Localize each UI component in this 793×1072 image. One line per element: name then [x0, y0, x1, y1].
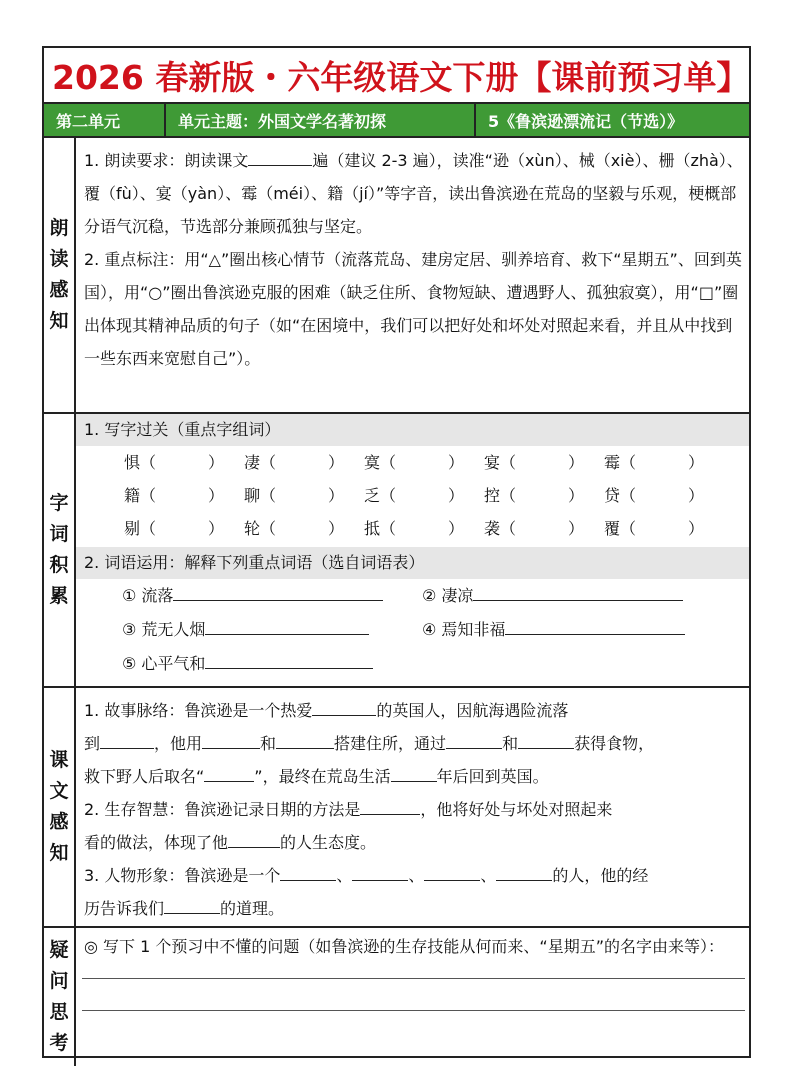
- text: 的道理。: [220, 899, 285, 918]
- char-cell[interactable]: [484, 479, 604, 512]
- label-char: 文: [49, 780, 69, 802]
- char-label: 抵（: [364, 519, 397, 538]
- text-item-3: [84, 859, 743, 925]
- close-paren: ）: [328, 519, 345, 538]
- reading-item-1-text: 1. 朗读要求：朗读课文: [84, 151, 249, 170]
- char-cell[interactable]: [484, 512, 604, 545]
- answer-blank[interactable]: [202, 730, 260, 749]
- answer-blank[interactable]: [280, 862, 336, 881]
- close-paren: ）: [688, 519, 705, 538]
- char-label: 寞（: [364, 453, 397, 472]
- vocab-word: ⑤ 心平气和: [122, 654, 206, 673]
- char-grid: [84, 446, 743, 545]
- page-title: 2026 春新版・六年级语文下册【课前预习单】: [44, 48, 749, 104]
- vocab-item: [122, 647, 422, 681]
- vocab-row: [84, 647, 743, 681]
- char-label: 宴（: [484, 453, 517, 472]
- text: ”，最终在荒岛生活: [254, 767, 391, 786]
- answer-blank[interactable]: [248, 147, 312, 166]
- lesson-title: 5《鲁滨逊漂流记（节选）》: [488, 111, 684, 131]
- answer-blank[interactable]: [360, 796, 420, 815]
- char-cell[interactable]: [124, 512, 244, 545]
- text: 1. 故事脉络：鲁滨逊是一个热爱: [84, 701, 313, 720]
- label-char: 知: [49, 310, 69, 332]
- close-paren: ）: [328, 453, 345, 472]
- section-words: [44, 414, 749, 688]
- char-cell[interactable]: [364, 446, 484, 479]
- char-label: 凄（: [244, 453, 277, 472]
- text: 、: [480, 866, 497, 885]
- section-text: [44, 688, 749, 928]
- char-label: 剔（: [124, 519, 157, 538]
- text: 搭建住所，通过: [334, 734, 447, 753]
- vocab-item: [122, 613, 422, 647]
- label-char: 朗: [49, 217, 69, 239]
- section-reading: [44, 138, 749, 414]
- char-cell[interactable]: [604, 446, 724, 479]
- char-label: 袭（: [484, 519, 517, 538]
- answer-blank[interactable]: [312, 697, 376, 716]
- question-body: [76, 928, 749, 1066]
- section-label-reading: [44, 138, 76, 412]
- answer-blank[interactable]: [173, 582, 383, 601]
- char-label: 籍（: [124, 486, 157, 505]
- label-char: 累: [49, 585, 69, 607]
- close-paren: ）: [568, 519, 585, 538]
- label-char: 读: [49, 248, 69, 270]
- label-char: 感: [49, 811, 69, 833]
- text-item-1: [84, 694, 743, 793]
- text: 的英国人，因航海遇险流落: [376, 701, 569, 720]
- section-label-words: [44, 414, 76, 686]
- char-label: 贷（: [604, 486, 637, 505]
- char-row: [84, 479, 743, 512]
- section-label-question: [44, 928, 76, 1066]
- words-subheading-1: 1. 写字过关（重点字组词）: [76, 414, 749, 446]
- header-bar: [44, 104, 749, 138]
- answer-blank[interactable]: [424, 862, 480, 881]
- answer-blank[interactable]: [100, 730, 154, 749]
- char-label: 惧（: [124, 453, 157, 472]
- section-label-text: [44, 688, 76, 926]
- label-char: 课: [49, 749, 69, 771]
- close-paren: ）: [688, 453, 705, 472]
- answer-blank[interactable]: [473, 582, 683, 601]
- answer-blank[interactable]: [204, 763, 254, 782]
- char-cell[interactable]: [124, 479, 244, 512]
- section-question: [44, 928, 749, 1066]
- char-label: 覆（: [604, 519, 637, 538]
- label-char: 思: [49, 1001, 69, 1023]
- text: 的人生态度。: [280, 833, 377, 852]
- words-subheading-2: 2. 词语运用：解释下列重点词语（选自词语表）: [76, 547, 749, 579]
- label-char: 问: [49, 970, 69, 992]
- question-prompt: ◎ 写下 1 个预习中不懂的问题（如鲁滨逊的生存技能从何而来、“星期五”的名字由来等）：: [84, 937, 724, 956]
- label-char: 积: [49, 554, 69, 576]
- words-body: [76, 414, 749, 686]
- text: 的人，他的经: [552, 866, 649, 885]
- text: ，他将好处与坏处对照起来: [420, 800, 613, 819]
- vocab-row: [84, 579, 743, 613]
- label-char: 感: [49, 279, 69, 301]
- char-label: 乏（: [364, 486, 397, 505]
- vocab-word: ① 流落: [122, 586, 174, 605]
- vocab-word: ③ 荒无人烟: [122, 620, 206, 639]
- text-body: [76, 688, 749, 926]
- reading-body: [76, 138, 749, 412]
- unit-label: 第二单元: [44, 104, 166, 136]
- close-paren: ）: [568, 453, 585, 472]
- answer-blank[interactable]: [518, 730, 574, 749]
- char-cell[interactable]: [244, 512, 364, 545]
- text: 历告诉我们: [84, 899, 165, 918]
- worksheet: [42, 46, 751, 1058]
- text-item-2: [84, 793, 743, 859]
- char-cell[interactable]: [364, 479, 484, 512]
- reading-item-2: 2. 重点标注：用“△”圈出核心情节（流落荒岛、建房定居、驯养培育、救下“星期五”、回到英国），用“○”圈出鲁滨逊克服的困难（缺乏住所、食物短缺、遭遇野人、孤独寂寞），用“□”圈出体现其精神品质的句子（如“在困境中，我们可以把好处和坏处对照起来看，并且从中找到一些东西来宽慰自己”）。: [84, 250, 742, 368]
- char-label: 聊（: [244, 486, 277, 505]
- label-char: 知: [49, 842, 69, 864]
- answer-blank[interactable]: [505, 616, 685, 635]
- text: 、: [336, 866, 353, 885]
- vocab-item: [422, 579, 722, 613]
- text: 3. 人物形象：鲁滨逊是一个: [84, 866, 281, 885]
- label-char: 字: [49, 492, 69, 514]
- close-paren: ）: [208, 486, 225, 505]
- label-char: 疑: [49, 939, 69, 961]
- char-label: 控（: [484, 486, 517, 505]
- answer-blank[interactable]: [205, 650, 373, 669]
- close-paren: ）: [568, 486, 585, 505]
- answer-blank[interactable]: [496, 862, 552, 881]
- text: 获得食物，: [574, 734, 655, 753]
- text: 救下野人后取名“: [84, 767, 205, 786]
- char-cell[interactable]: [244, 479, 364, 512]
- unit-theme: 单元主题：外国文学名著初探: [166, 104, 476, 136]
- vocab-item: [122, 579, 422, 613]
- char-cell[interactable]: [604, 512, 724, 545]
- label-char: 考: [49, 1032, 69, 1054]
- answer-blank[interactable]: [276, 730, 334, 749]
- char-cell[interactable]: [364, 512, 484, 545]
- answer-blank[interactable]: [164, 895, 220, 914]
- text: 2. 生存智慧：鲁滨逊记录日期的方法是: [84, 800, 361, 819]
- text: 看的做法，体现了他: [84, 833, 229, 852]
- close-paren: ）: [208, 519, 225, 538]
- close-paren: ）: [448, 453, 465, 472]
- text: 和: [502, 734, 519, 753]
- close-paren: ）: [208, 453, 225, 472]
- answer-blank[interactable]: [228, 829, 280, 848]
- char-row: [84, 446, 743, 479]
- close-paren: ）: [328, 486, 345, 505]
- char-row: [84, 512, 743, 545]
- label-char: 词: [49, 523, 69, 545]
- text: ，他用: [154, 734, 203, 753]
- char-cell[interactable]: [244, 446, 364, 479]
- vocab-word: ④ 焉知非福: [422, 620, 506, 639]
- char-label: 轮（: [244, 519, 277, 538]
- answer-blank[interactable]: [205, 616, 369, 635]
- close-paren: ）: [448, 486, 465, 505]
- text: 和: [260, 734, 277, 753]
- answer-blank[interactable]: [391, 763, 437, 782]
- answer-line[interactable]: [82, 1009, 745, 1011]
- char-cell[interactable]: [604, 479, 724, 512]
- vocab-item: [422, 613, 722, 647]
- char-label: 霉（: [604, 453, 637, 472]
- close-paren: ）: [688, 486, 705, 505]
- answer-blank[interactable]: [352, 862, 408, 881]
- text: 到: [84, 734, 101, 753]
- close-paren: ）: [448, 519, 465, 538]
- vocab-row: [84, 613, 743, 647]
- text: 年后回到英国。: [436, 767, 549, 786]
- answer-blank[interactable]: [446, 730, 502, 749]
- reading-item-1-text-2: 遍（建议 2-3 遍），读准“逊（xùn）、械（xiè）、栅（zhà）、覆（fù）、宴（yàn）、霉（méi）、籍（jí）”等字音，读出鲁滨逊在荒岛的坚毅与乐观，梗概部分语气沉稳，节选部分兼顾孤独与坚定。: [84, 151, 743, 236]
- vocab-word: ② 凄凉: [422, 586, 474, 605]
- char-cell[interactable]: [124, 446, 244, 479]
- char-cell[interactable]: [484, 446, 604, 479]
- text: 、: [408, 866, 425, 885]
- reading-item-1: [84, 144, 743, 243]
